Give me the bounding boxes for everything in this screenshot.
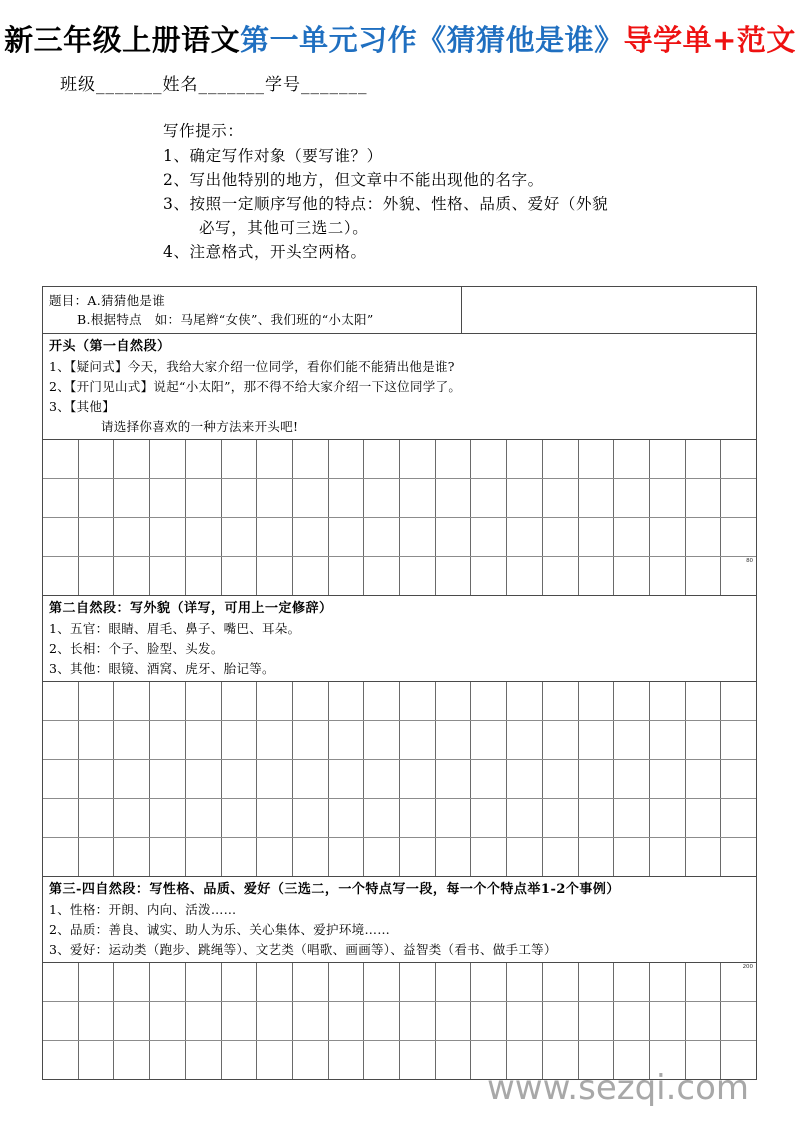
writing-grid-cell[interactable] xyxy=(186,440,222,478)
section-line: 1、五官：眼睛、眉毛、鼻子、嘴巴、耳朵。 xyxy=(49,621,301,636)
writing-grid-cell[interactable] xyxy=(114,721,150,759)
writing-grid-cell[interactable] xyxy=(79,479,115,517)
writing-grid-cell[interactable] xyxy=(614,557,650,595)
section-title: 开头（第一自然段） xyxy=(49,339,171,354)
writing-grid-cell[interactable] xyxy=(614,1041,650,1079)
writing-grid-cell[interactable] xyxy=(293,760,329,798)
writing-grid-cell[interactable] xyxy=(400,440,436,478)
section-line-indented: 请选择你喜欢的一种方法来开头吧! xyxy=(101,419,299,434)
writing-grid-cell[interactable] xyxy=(150,760,186,798)
writing-grid-cell[interactable] xyxy=(579,1041,615,1079)
writing-grid-cell[interactable] xyxy=(329,760,365,798)
writing-grid-cell[interactable] xyxy=(329,1041,365,1079)
writing-grid-cell[interactable] xyxy=(650,440,686,478)
writing-grid-cell[interactable] xyxy=(543,1002,579,1040)
writing-grid-cell[interactable] xyxy=(686,557,722,595)
writing-grid-cell[interactable] xyxy=(293,799,329,837)
section-character-hobby xyxy=(43,877,756,1079)
writing-grid-cell[interactable] xyxy=(79,557,115,595)
writing-grid-cell[interactable] xyxy=(329,721,365,759)
writing-grid-cell[interactable] xyxy=(543,721,579,759)
writing-grid-cell[interactable] xyxy=(686,479,722,517)
writing-grid-cell[interactable] xyxy=(614,518,650,556)
writing-grid-cell[interactable] xyxy=(114,557,150,595)
section-line: 2、长相：个子、脸型、头发。 xyxy=(49,641,224,656)
writing-grid-cell[interactable] xyxy=(257,682,293,720)
writing-grid-cell[interactable] xyxy=(150,963,186,1001)
writing-grid-cell[interactable] xyxy=(222,479,258,517)
writing-grid-cell[interactable] xyxy=(650,682,686,720)
writing-grid-cell[interactable] xyxy=(471,1002,507,1040)
writing-grid-cell[interactable] xyxy=(329,440,365,478)
doc-title xyxy=(0,22,800,58)
writing-grid-cell[interactable] xyxy=(507,682,543,720)
writing-grid-cell[interactable] xyxy=(721,963,756,1001)
writing-grid-cell[interactable] xyxy=(329,1002,365,1040)
writing-grid-cell[interactable] xyxy=(721,721,756,759)
writing-grid-cell[interactable] xyxy=(114,838,150,876)
writing-grid-cell[interactable] xyxy=(721,799,756,837)
writing-grid-cell[interactable] xyxy=(79,518,115,556)
writing-grid-cell[interactable] xyxy=(43,479,79,517)
writing-grid-cell[interactable] xyxy=(257,799,293,837)
writing-grid[interactable] xyxy=(43,439,756,596)
writing-grid-cell[interactable] xyxy=(150,838,186,876)
writing-tip-item: 4、注意格式，开头空两格。 xyxy=(163,243,367,261)
writing-grid-cell[interactable] xyxy=(650,479,686,517)
writing-grid-cell[interactable] xyxy=(543,799,579,837)
writing-grid-cell[interactable] xyxy=(721,1041,756,1079)
writing-grid-cell[interactable] xyxy=(507,557,543,595)
section-line: 2、品质：善良、诚实、助人为乐、关心集体、爱护环境…… xyxy=(49,922,391,937)
writing-grid-cell[interactable] xyxy=(400,557,436,595)
writing-grid-cell[interactable] xyxy=(293,479,329,517)
writing-grid-cell[interactable] xyxy=(79,760,115,798)
writing-grid-cell[interactable] xyxy=(364,963,400,1001)
writing-grid-cell[interactable] xyxy=(114,760,150,798)
writing-grid-cell[interactable] xyxy=(721,760,756,798)
writing-grid-cell[interactable] xyxy=(579,838,615,876)
topic-line-b: B.根据特点 如：马尾辫“女侠”、我们班的“小太阳” xyxy=(77,312,374,327)
writing-grid-cell[interactable] xyxy=(114,440,150,478)
section-opening xyxy=(43,334,756,596)
writing-grid-cell[interactable] xyxy=(614,760,650,798)
writing-grid-cell[interactable] xyxy=(436,963,472,1001)
writing-grid-row xyxy=(43,1040,756,1079)
writing-grid-cell[interactable] xyxy=(686,440,722,478)
writing-grid-row xyxy=(43,478,756,517)
writing-grid-cell[interactable] xyxy=(114,518,150,556)
section-line: 3、其他：眼镜、酒窝、虎牙、胎记等。 xyxy=(49,661,275,676)
writing-grid-cell[interactable] xyxy=(222,963,258,1001)
section-header xyxy=(43,334,756,439)
writing-grid-cell[interactable] xyxy=(471,518,507,556)
writing-grid-cell[interactable] xyxy=(186,1041,222,1079)
writing-grid-cell[interactable] xyxy=(186,518,222,556)
writing-grid-cell[interactable] xyxy=(79,838,115,876)
writing-grid-cell[interactable] xyxy=(257,838,293,876)
writing-grid-cell[interactable] xyxy=(222,1002,258,1040)
writing-grid-cell[interactable] xyxy=(471,440,507,478)
writing-grid-row xyxy=(43,798,756,837)
writing-grid-cell[interactable] xyxy=(543,1041,579,1079)
writing-grid-cell[interactable] xyxy=(579,479,615,517)
section-line: 2、【开门见山式】说起“小太阳”，那不得不给大家介绍一下这位同学了。 xyxy=(49,379,462,394)
writing-grid-cell[interactable] xyxy=(364,1041,400,1079)
writing-grid-cell[interactable] xyxy=(507,799,543,837)
writing-grid-cell[interactable] xyxy=(293,963,329,1001)
writing-grid-cell[interactable] xyxy=(686,838,722,876)
writing-grid-cell[interactable] xyxy=(614,721,650,759)
writing-grid-cell[interactable] xyxy=(364,799,400,837)
writing-grid-cell[interactable] xyxy=(721,518,756,556)
writing-grid-cell[interactable] xyxy=(579,721,615,759)
writing-grid-cell[interactable] xyxy=(686,518,722,556)
writing-grid-cell[interactable] xyxy=(79,799,115,837)
writing-grid-cell[interactable] xyxy=(579,1002,615,1040)
writing-grid-cell[interactable] xyxy=(614,1002,650,1040)
writing-grid-cell[interactable] xyxy=(614,838,650,876)
section-header xyxy=(43,596,756,681)
writing-grid-cell[interactable] xyxy=(222,518,258,556)
writing-tip-item: 3、按照一定顺序写他的特点：外貌、性格、品质、爱好（外貌 xyxy=(163,195,609,213)
writing-grid-cell[interactable] xyxy=(43,440,79,478)
writing-grid-cell[interactable] xyxy=(114,1002,150,1040)
writing-grid-cell[interactable] xyxy=(400,1041,436,1079)
writing-grid-cell[interactable] xyxy=(150,1041,186,1079)
writing-grid-cell[interactable] xyxy=(329,799,365,837)
writing-grid-cell[interactable] xyxy=(650,1002,686,1040)
writing-grid-cell[interactable] xyxy=(721,1002,756,1040)
writing-grid-cell[interactable] xyxy=(579,963,615,1001)
title-part-blue: 第一单元习作《猜猜他是谁》 xyxy=(240,23,624,57)
writing-grid-cell[interactable] xyxy=(222,557,258,595)
writing-grid-cell[interactable] xyxy=(579,682,615,720)
title-part-black: 新三年级上册语文 xyxy=(4,23,241,57)
writing-grid-cell[interactable] xyxy=(650,721,686,759)
writing-grid-row xyxy=(43,682,756,720)
writing-tip-item: 1、确定写作对象（要写谁？） xyxy=(163,147,383,165)
writing-grid-cell[interactable] xyxy=(686,682,722,720)
writing-grid-cell[interactable] xyxy=(614,682,650,720)
topic-answer-cell[interactable] xyxy=(462,287,756,333)
writing-tip-item: 2、写出他特别的地方，但文章中不能出现他的名字。 xyxy=(163,171,544,189)
writing-grid-row xyxy=(43,837,756,876)
writing-grid-cell[interactable] xyxy=(436,1002,472,1040)
writing-grid-cell[interactable] xyxy=(329,838,365,876)
writing-grid-cell[interactable] xyxy=(186,799,222,837)
writing-grid-cell[interactable] xyxy=(114,1041,150,1079)
writing-grid-cell[interactable] xyxy=(364,518,400,556)
writing-grid-cell[interactable] xyxy=(543,760,579,798)
writing-grid-cell[interactable] xyxy=(543,682,579,720)
section-title: 第三-四自然段：写性格、品质、爱好（三选二，一个特点写一段，每一个个特点举1-2个事例） xyxy=(49,882,620,897)
writing-grid-cell[interactable] xyxy=(436,838,472,876)
writing-grid-cell[interactable] xyxy=(364,721,400,759)
writing-grid-cell[interactable] xyxy=(471,1041,507,1079)
writing-grid-cell[interactable] xyxy=(257,518,293,556)
section-appearance xyxy=(43,596,756,877)
writing-grid-row xyxy=(43,517,756,556)
writing-grid-cell[interactable] xyxy=(364,1002,400,1040)
writing-grid-row xyxy=(43,720,756,759)
writing-grid-cell[interactable] xyxy=(257,479,293,517)
writing-grid-cell[interactable] xyxy=(436,440,472,478)
writing-grid-cell[interactable] xyxy=(686,799,722,837)
page-title xyxy=(0,22,800,58)
writing-grid-cell[interactable] xyxy=(257,1002,293,1040)
title-part-red: 导学单+范文 xyxy=(623,23,796,57)
writing-grid-cell[interactable] xyxy=(471,682,507,720)
writing-grid-cell[interactable] xyxy=(186,838,222,876)
writing-grid-cell[interactable] xyxy=(543,557,579,595)
writing-grid-cell[interactable] xyxy=(150,721,186,759)
writing-grid-cell[interactable] xyxy=(507,838,543,876)
writing-grid-cell[interactable] xyxy=(364,440,400,478)
writing-grid-cell[interactable] xyxy=(721,838,756,876)
section-line: 3、爱好：运动类（跑步、跳绳等）、文艺类（唱歌、画画等）、益智类（看书、做手工等） xyxy=(49,942,557,957)
writing-grid-cell[interactable] xyxy=(150,518,186,556)
writing-grid-cell[interactable] xyxy=(257,963,293,1001)
section-header xyxy=(43,877,756,962)
writing-grid-cell[interactable] xyxy=(43,682,79,720)
writing-grid-cell[interactable] xyxy=(293,440,329,478)
writing-grid-row xyxy=(43,440,756,478)
writing-tips-heading: 写作提示： xyxy=(163,122,244,140)
writing-grid-cell[interactable] xyxy=(43,760,79,798)
writing-grid-cell[interactable] xyxy=(150,682,186,720)
writing-grid-cell[interactable] xyxy=(222,682,258,720)
writing-grid-cell[interactable] xyxy=(507,1002,543,1040)
writing-grid-cell[interactable] xyxy=(257,760,293,798)
writing-grid-cell[interactable] xyxy=(257,557,293,595)
writing-grid-cell[interactable] xyxy=(650,838,686,876)
writing-grid-cell[interactable] xyxy=(579,440,615,478)
writing-grid-cell[interactable] xyxy=(79,963,115,1001)
writing-grid-cell[interactable] xyxy=(436,479,472,517)
worksheet-table xyxy=(42,286,757,1080)
writing-grid-row xyxy=(43,1001,756,1040)
writing-grid-cell[interactable] xyxy=(293,557,329,595)
writing-grid-cell[interactable] xyxy=(43,721,79,759)
writing-grid-cell[interactable] xyxy=(507,1041,543,1079)
writing-grid-cell[interactable] xyxy=(400,721,436,759)
writing-grid-cell[interactable] xyxy=(436,799,472,837)
writing-grid-cell[interactable] xyxy=(400,479,436,517)
writing-grid-cell[interactable] xyxy=(150,1002,186,1040)
writing-grid-cell[interactable] xyxy=(614,440,650,478)
writing-grid-cell[interactable] xyxy=(43,838,79,876)
section-title: 第二自然段：写外貌（详写，可用上一定修辞） xyxy=(49,601,333,616)
writing-grid-cell[interactable] xyxy=(400,963,436,1001)
writing-grid-cell[interactable] xyxy=(436,682,472,720)
writing-grid-cell[interactable] xyxy=(686,963,722,1001)
writing-grid-cell[interactable] xyxy=(364,479,400,517)
writing-grid-cell[interactable] xyxy=(471,760,507,798)
writing-grid-cell[interactable] xyxy=(222,760,258,798)
topic-line-a: 题目：A.猜猜他是谁 xyxy=(49,293,166,308)
writing-grid-cell[interactable] xyxy=(686,1041,722,1079)
writing-grid-cell[interactable] xyxy=(114,682,150,720)
writing-grid-cell[interactable] xyxy=(650,518,686,556)
writing-grid-cell[interactable] xyxy=(579,518,615,556)
writing-grid-cell[interactable] xyxy=(400,518,436,556)
writing-grid-cell[interactable] xyxy=(650,760,686,798)
writing-tip-item-continuation: 必写，其他可三选二）。 xyxy=(199,219,369,237)
writing-grid-cell[interactable] xyxy=(650,557,686,595)
writing-grid-cell[interactable] xyxy=(686,1002,722,1040)
writing-grid-cell[interactable] xyxy=(721,440,756,478)
writing-grid-cell[interactable] xyxy=(150,479,186,517)
writing-grid-cell[interactable] xyxy=(471,721,507,759)
writing-grid-cell[interactable] xyxy=(43,518,79,556)
writing-grid-cell[interactable] xyxy=(436,721,472,759)
writing-grid-cell[interactable] xyxy=(293,1041,329,1079)
writing-grid-cell[interactable] xyxy=(186,557,222,595)
writing-grid-cell[interactable] xyxy=(686,721,722,759)
writing-grid-cell[interactable] xyxy=(222,799,258,837)
writing-grid-cell[interactable] xyxy=(329,479,365,517)
writing-grid[interactable] xyxy=(43,681,756,877)
writing-grid-cell[interactable] xyxy=(329,557,365,595)
writing-grid-cell[interactable] xyxy=(579,557,615,595)
writing-grid-cell[interactable] xyxy=(400,838,436,876)
writing-grid-cell[interactable] xyxy=(507,760,543,798)
writing-grid-cell[interactable] xyxy=(650,799,686,837)
writing-grid-cell[interactable] xyxy=(329,518,365,556)
writing-grid-cell[interactable] xyxy=(43,799,79,837)
writing-grid-row xyxy=(43,759,756,798)
writing-grid-cell[interactable] xyxy=(79,1002,115,1040)
writing-grid-cell[interactable] xyxy=(364,838,400,876)
writing-grid-cell[interactable] xyxy=(186,479,222,517)
writing-grid-cell[interactable] xyxy=(79,721,115,759)
section-line: 1、【疑问式】今天，我给大家介绍一位同学，看你们能不能猜出他是谁? xyxy=(49,359,455,374)
writing-grid-cell[interactable] xyxy=(222,721,258,759)
writing-grid-cell[interactable] xyxy=(471,963,507,1001)
writing-grid-cell[interactable] xyxy=(650,963,686,1001)
writing-grid-cell[interactable] xyxy=(507,440,543,478)
writing-grid-cell[interactable] xyxy=(436,1041,472,1079)
writing-grid-cell[interactable] xyxy=(364,557,400,595)
writing-grid-cell[interactable] xyxy=(507,721,543,759)
writing-grid-cell[interactable] xyxy=(222,838,258,876)
writing-grid-cell[interactable] xyxy=(114,963,150,1001)
writing-grid-cell[interactable] xyxy=(257,1041,293,1079)
writing-grid-cell[interactable] xyxy=(543,479,579,517)
section-line: 3、【其他】 xyxy=(49,399,116,414)
writing-grid-cell[interactable] xyxy=(686,760,722,798)
writing-grid-cell[interactable] xyxy=(507,963,543,1001)
writing-grid-cell[interactable] xyxy=(436,760,472,798)
writing-grid-cell[interactable] xyxy=(579,799,615,837)
section-line: 1、性格：开朗、内向、活泼…… xyxy=(49,902,237,917)
writing-grid-cell[interactable] xyxy=(400,682,436,720)
writing-grid-cell[interactable] xyxy=(614,963,650,1001)
writing-grid-cell[interactable] xyxy=(293,721,329,759)
writing-grid-cell[interactable] xyxy=(471,799,507,837)
writing-grid-cell[interactable] xyxy=(436,557,472,595)
writing-grid-cell[interactable] xyxy=(400,799,436,837)
topic-row xyxy=(43,287,756,334)
writing-grid-cell[interactable] xyxy=(293,682,329,720)
writing-grid-row xyxy=(43,556,756,595)
writing-grid-cell[interactable] xyxy=(150,799,186,837)
writing-grid-cell[interactable] xyxy=(471,557,507,595)
writing-grid-cell[interactable] xyxy=(222,1041,258,1079)
writing-grid-cell[interactable] xyxy=(650,1041,686,1079)
writing-grid-cell[interactable] xyxy=(721,682,756,720)
writing-grid-cell[interactable] xyxy=(400,760,436,798)
student-info-line: 班级_______姓名_______学号_______ xyxy=(60,75,368,95)
writing-grid-cell[interactable] xyxy=(43,1002,79,1040)
writing-grid-cell[interactable] xyxy=(507,518,543,556)
writing-grid-cell[interactable] xyxy=(614,799,650,837)
writing-grid-cell[interactable] xyxy=(150,557,186,595)
writing-grid-cell[interactable] xyxy=(150,440,186,478)
writing-grid-row xyxy=(43,963,756,1001)
writing-grid-cell[interactable] xyxy=(364,682,400,720)
writing-grid-cell[interactable] xyxy=(43,963,79,1001)
writing-tips-block xyxy=(163,119,763,264)
writing-grid-cell[interactable] xyxy=(614,479,650,517)
writing-grid-cell[interactable] xyxy=(293,518,329,556)
writing-grid-cell[interactable] xyxy=(114,479,150,517)
writing-grid-cell[interactable] xyxy=(293,838,329,876)
topic-cell xyxy=(43,287,462,333)
writing-grid-cell[interactable] xyxy=(186,721,222,759)
writing-grid[interactable] xyxy=(43,962,756,1079)
writing-grid-cell[interactable] xyxy=(43,1041,79,1079)
writing-grid-cell[interactable] xyxy=(79,1041,115,1079)
writing-grid-cell[interactable] xyxy=(364,760,400,798)
writing-grid-cell[interactable] xyxy=(43,557,79,595)
writing-grid-cell[interactable] xyxy=(79,440,115,478)
writing-grid-cell[interactable] xyxy=(721,557,756,595)
grid-count-marker: 200 xyxy=(742,964,754,970)
writing-grid-cell[interactable] xyxy=(114,799,150,837)
writing-grid-cell[interactable] xyxy=(543,518,579,556)
writing-grid-cell[interactable] xyxy=(579,760,615,798)
writing-grid-cell[interactable] xyxy=(79,682,115,720)
writing-grid-cell[interactable] xyxy=(721,479,756,517)
writing-grid-cell[interactable] xyxy=(222,440,258,478)
writing-grid-cell[interactable] xyxy=(543,440,579,478)
writing-grid-cell[interactable] xyxy=(257,721,293,759)
writing-grid-cell[interactable] xyxy=(186,760,222,798)
writing-grid-cell[interactable] xyxy=(543,838,579,876)
writing-grid-cell[interactable] xyxy=(186,682,222,720)
grid-count-marker: 80 xyxy=(746,558,754,564)
writing-grid-cell[interactable] xyxy=(400,1002,436,1040)
writing-grid-cell[interactable] xyxy=(329,963,365,1001)
writing-grid-cell[interactable] xyxy=(186,963,222,1001)
writing-grid-cell[interactable] xyxy=(186,1002,222,1040)
writing-grid-cell[interactable] xyxy=(293,1002,329,1040)
site-watermark: www.sezqi.com xyxy=(487,1068,750,1108)
writing-grid-cell[interactable] xyxy=(329,682,365,720)
writing-grid-cell[interactable] xyxy=(471,838,507,876)
writing-grid-cell[interactable] xyxy=(436,518,472,556)
writing-grid-cell[interactable] xyxy=(471,479,507,517)
writing-grid-cell[interactable] xyxy=(257,440,293,478)
writing-grid-cell[interactable] xyxy=(543,963,579,1001)
writing-grid-cell[interactable] xyxy=(507,479,543,517)
